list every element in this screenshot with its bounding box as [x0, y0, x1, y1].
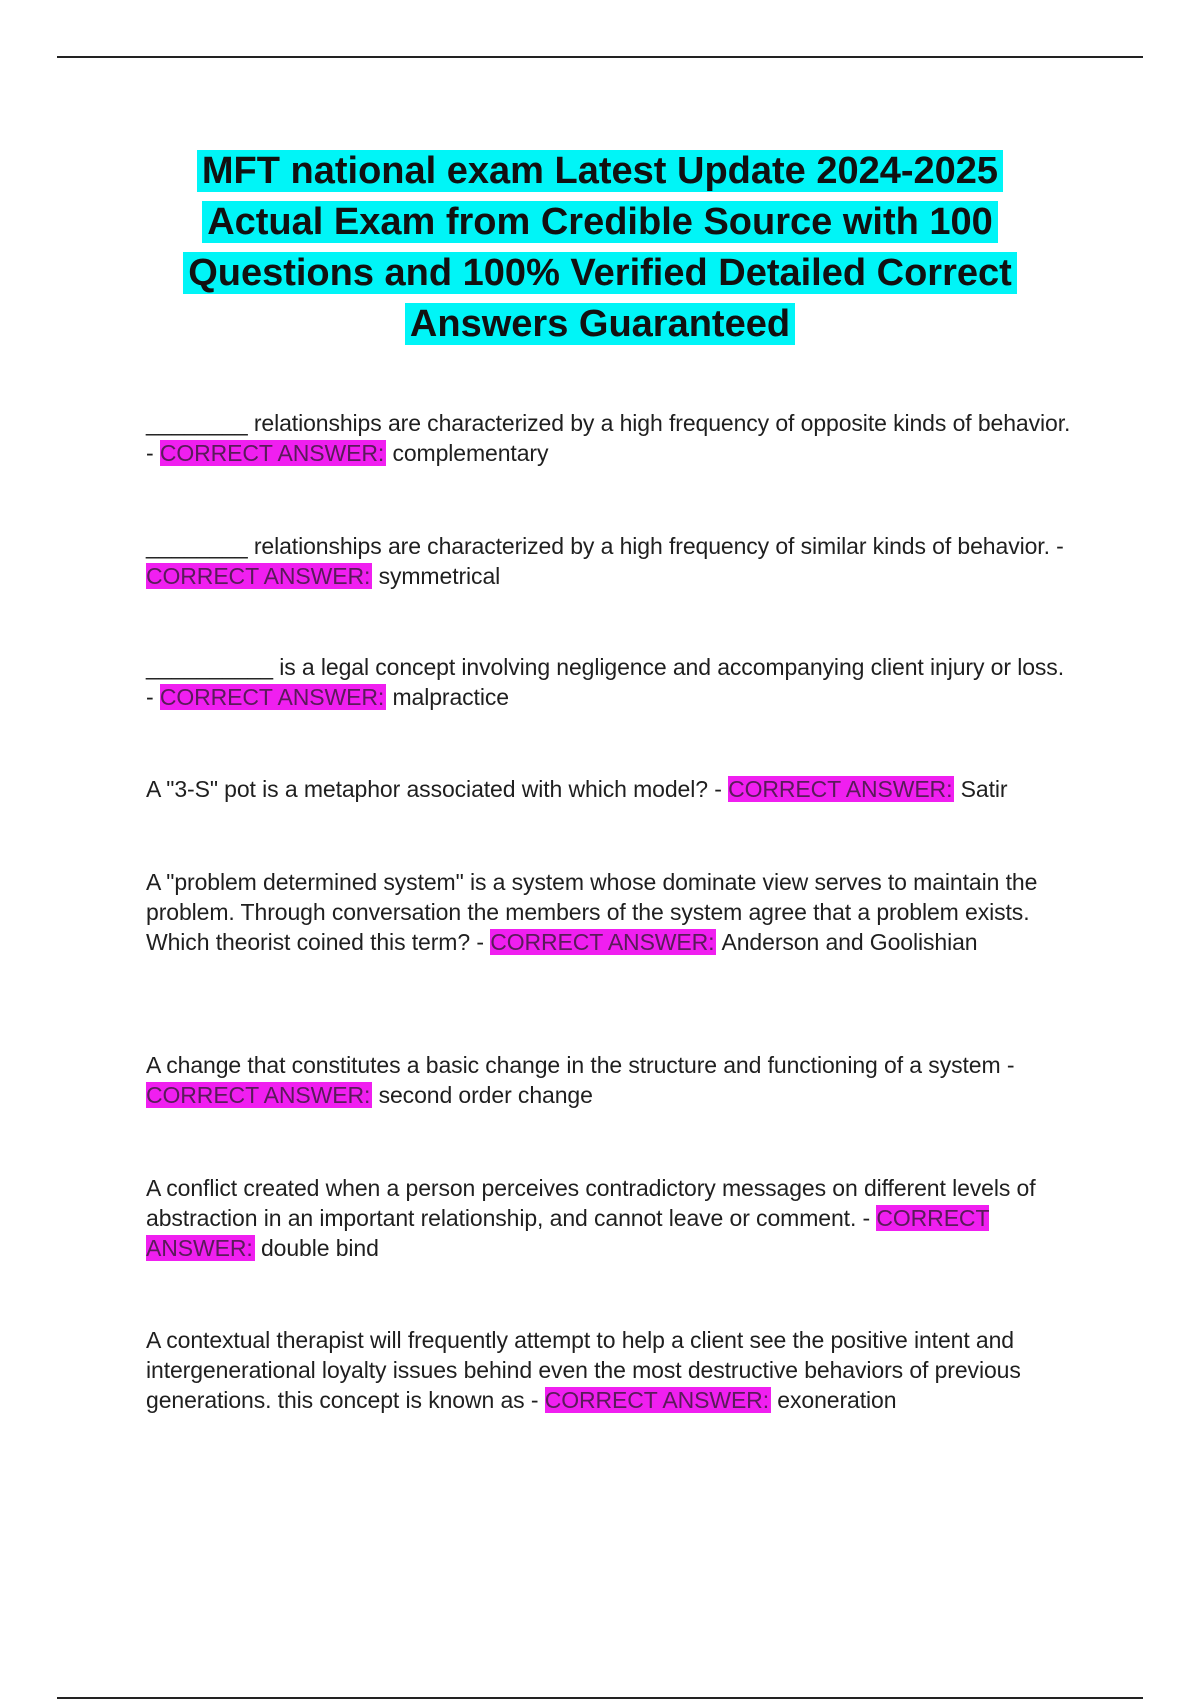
correct-answer-label: CORRECT ANSWER: [159, 684, 385, 710]
qa-item-7 [146, 1173, 1076, 1263]
question-text: A contextual therapist will frequently attempt to help a client see the positive intent and intergenerational loyalty issues behind even the most destructive behaviors of previous generations. this concept is known as - [146, 1327, 1021, 1413]
document-title [140, 146, 1060, 350]
qa-item-4 [146, 774, 1076, 804]
correct-answer-label: CORRECT ANSWER: [490, 929, 715, 955]
answer-text: double bind [260, 1235, 379, 1261]
question-text: A "3-S" pot is a metaphor associated with which model? - [146, 776, 729, 802]
bottom-rule [57, 1697, 1143, 1699]
correct-answer-label: CORRECT ANSWER: [728, 776, 953, 802]
question-text: A change that constitutes a basic change in the structure and functioning of a system - [146, 1052, 1015, 1078]
answer-text: Anderson and Goolishian [721, 929, 978, 955]
question-text: ________ relationships are characterized by a high frequency of similar kinds of behavior. - [146, 533, 1064, 559]
top-rule [57, 56, 1143, 58]
qa-item-1 [146, 408, 1076, 468]
answer-text: malpractice [392, 684, 509, 710]
answer-text: Satir [960, 776, 1008, 802]
question-text: A "problem determined system" is a system whose dominate view serves to maintain the problem. Through conversation the members of the system agree that a problem exists. Which theorist coined this term? - [146, 869, 1038, 955]
correct-answer-label: CORRECT ANSWER: [544, 1387, 769, 1413]
question-text: __________ is a legal concept involving negligence and accompanying client injury or loss. - [146, 654, 1064, 710]
question-text: ________ relationships are characterized by a high frequency of opposite kinds of behavior. - [146, 410, 1071, 466]
qa-item-8 [146, 1325, 1076, 1415]
title-highlight: MFT national exam Latest Update 2024-2025 Actual Exam from Credible Source with 100 Questions and 100% Verified Detailed Correct Answers Guaranteed [183, 150, 1017, 345]
qa-item-2 [146, 531, 1076, 591]
answer-text: exoneration [777, 1387, 897, 1413]
correct-answer-label: CORRECT ANSWER: [146, 1205, 990, 1261]
qa-item-5 [146, 867, 1076, 957]
answer-text: complementary [392, 440, 549, 466]
qa-item-6 [146, 1050, 1076, 1110]
correct-answer-label: CORRECT ANSWER: [146, 1082, 371, 1108]
qa-item-3 [146, 652, 1076, 712]
answer-text: symmetrical [378, 563, 501, 589]
correct-answer-label: CORRECT ANSWER: [159, 440, 385, 466]
question-text: A conflict created when a person perceives contradictory messages on different levels of abstraction in an important relationship, and cannot leave or comment. - [146, 1175, 1036, 1231]
answer-text: second order change [378, 1082, 593, 1108]
correct-answer-label: CORRECT ANSWER: [146, 563, 371, 589]
